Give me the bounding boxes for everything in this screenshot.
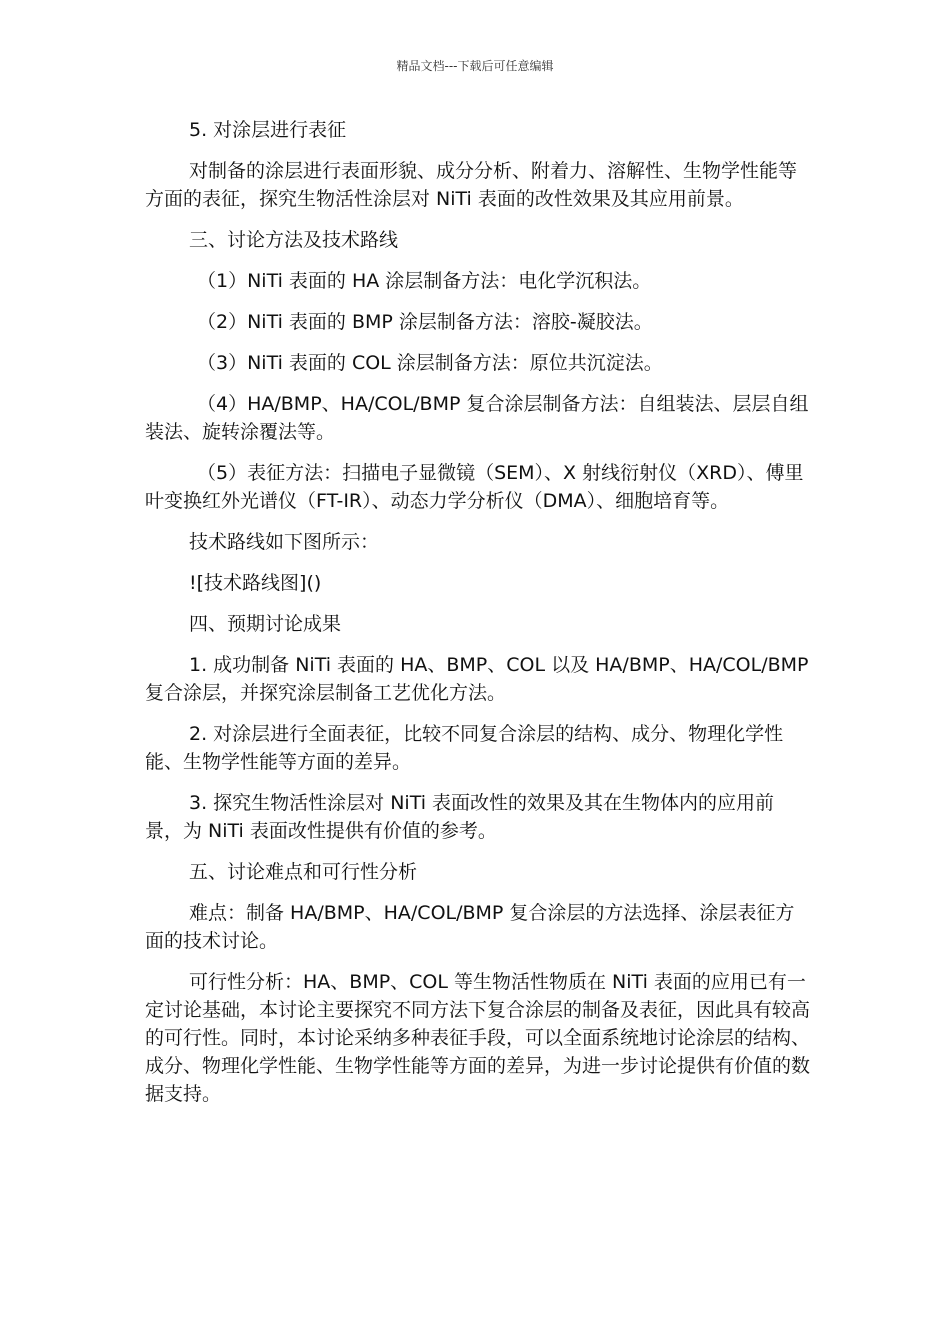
- method-item-2: （2）NiTi 表面的 BMP 涂层制备方法：溶胶-凝胶法。: [197, 311, 653, 333]
- method-item-1: （1）NiTi 表面的 HA 涂层制备方法：电化学沉积法。: [197, 270, 652, 292]
- section-heading-3: 三、讨论方法及技术路线: [189, 229, 399, 251]
- difficulty-paragraph: 难点：制备 HA/BMP、HA/COL/BMP 复合涂层的方法选择、涂层表征方面的技术讨论。: [145, 902, 795, 952]
- section-item-5: 5. 对涂层进行表征: [189, 119, 347, 141]
- feasibility-paragraph: 可行性分析：HA、BMP、COL 等生物活性物质在 NiTi 表面的应用已有一定讨论基础，本讨论主要探究不同方法下复合涂层的制备及表征，因此具有较高的可行性。同时，本讨论采纳多种表征手段，可以全面系统地讨论涂层的结构、成分、物理化学性能、生物学性能等方面的差异，为进一步讨论提供有价值的数据支持。: [145, 971, 811, 1105]
- result-item-1: 1. 成功制备 NiTi 表面的 HA、BMP、COL 以及 HA/BMP、HA/COL/BMP 复合涂层，并探究涂层制备工艺优化方法。: [145, 654, 809, 704]
- document-body: [145, 116, 810, 1121]
- method-item-4: （4）HA/BMP、HA/COL/BMP 复合涂层制备方法：自组装法、层层自组装法、旋转涂覆法等。: [145, 393, 809, 443]
- section-heading-5: 五、讨论难点和可行性分析: [189, 861, 418, 883]
- method-item-3: （3）NiTi 表面的 COL 涂层制备方法：原位共沉淀法。: [197, 352, 663, 374]
- result-item-2: 2. 对涂层进行全面表征，比较不同复合涂层的结构、成分、物理化学性能、生物学性能等方面的差异。: [145, 723, 784, 773]
- body-paragraph: 对制备的涂层进行表面形貌、成分分析、附着力、溶解性、生物学性能等方面的表征，探究生物活性涂层对 NiTi 表面的改性效果及其应用前景。: [145, 160, 798, 210]
- figure-intro: 技术路线如下图所示：: [189, 531, 380, 553]
- section-heading-4: 四、预期讨论成果: [189, 613, 342, 635]
- page-header: 精品文档---下载后可任意编辑: [396, 59, 554, 73]
- method-item-5: （5）表征方法：扫描电子显微镜（SEM）、X 射线衍射仪（XRD）、傅里叶变换红外光谱仪（FT-IR）、动态力学分析仪（DMA）、细胞培育等。: [145, 462, 804, 512]
- figure-placeholder: ![技术路线图](): [189, 572, 322, 594]
- result-item-3: 3. 探究生物活性涂层对 NiTi 表面改性的效果及其在生物体内的应用前景，为 NiTi 表面改性提供有价值的参考。: [145, 792, 775, 842]
